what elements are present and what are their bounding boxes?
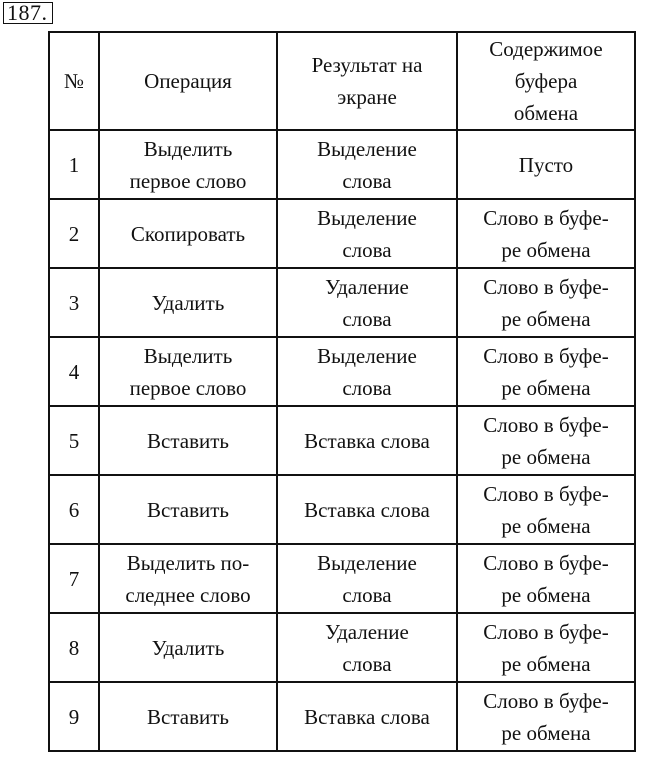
- result-cell: [277, 406, 457, 475]
- table-row: [49, 268, 635, 337]
- table-row: [49, 682, 635, 751]
- header-buffer: [457, 32, 635, 130]
- header-result-label: Результат на экране: [311, 53, 423, 109]
- buffer-cell-text: Слово в буфе- ре обмена: [483, 481, 609, 538]
- table-row: [49, 544, 635, 613]
- result-cell-text: Вставка слова: [304, 704, 430, 729]
- header-number-label: №: [63, 69, 85, 93]
- result-cell-text: Удаление слова: [325, 274, 409, 331]
- header-row: [49, 32, 635, 130]
- table-row: [49, 130, 635, 199]
- buffer-cell: [457, 613, 635, 682]
- header-result: [277, 32, 457, 130]
- row-number-cell-text: 1: [68, 152, 80, 177]
- operation-cell: [99, 613, 277, 682]
- row-number-cell-text: 5: [68, 428, 80, 453]
- header-operation-label: Операция: [144, 69, 232, 93]
- result-cell-text: Выделение слова: [317, 205, 417, 262]
- result-cell: [277, 199, 457, 268]
- table-row: [49, 199, 635, 268]
- operation-cell-text: Вставить: [147, 428, 229, 453]
- result-cell-text: Удаление слова: [325, 619, 409, 676]
- buffer-cell-text: Слово в буфе- ре обмена: [483, 343, 609, 400]
- row-number-cell: [49, 544, 99, 613]
- row-number-cell-text: 8: [68, 635, 80, 660]
- table-row: [49, 337, 635, 406]
- operation-cell: [99, 130, 277, 199]
- buffer-cell: [457, 130, 635, 199]
- result-cell: [277, 268, 457, 337]
- result-cell: [277, 130, 457, 199]
- buffer-cell-text: Пусто: [518, 152, 574, 177]
- table-row: [49, 613, 635, 682]
- row-number-cell-text: 4: [68, 359, 80, 384]
- result-cell-text: Выделение слова: [317, 343, 417, 400]
- result-cell: [277, 475, 457, 544]
- result-cell-text: Выделение слова: [317, 136, 417, 193]
- buffer-cell-text: Слово в буфе- ре обмена: [483, 274, 609, 331]
- operations-table: [48, 31, 636, 752]
- row-number-cell: [49, 199, 99, 268]
- operation-cell-text: Выделить по- следнее слово: [125, 550, 251, 607]
- header-operation: [99, 32, 277, 130]
- buffer-cell-text: Слово в буфе- ре обмена: [483, 412, 609, 469]
- row-number-cell: [49, 130, 99, 199]
- task-number: 187.: [3, 2, 53, 24]
- result-cell-text: Вставка слова: [304, 497, 430, 522]
- buffer-cell: [457, 406, 635, 475]
- result-cell-text: Вставка слова: [304, 428, 430, 453]
- operation-cell: [99, 544, 277, 613]
- result-cell-text: Выделение слова: [317, 550, 417, 607]
- operation-cell-text: Удалить: [151, 290, 225, 315]
- operation-cell-text: Выделить первое слово: [129, 343, 247, 400]
- operation-cell: [99, 406, 277, 475]
- operation-cell-text: Вставить: [147, 497, 229, 522]
- result-cell: [277, 544, 457, 613]
- table-body: [49, 130, 635, 751]
- result-cell: [277, 613, 457, 682]
- header-number: [49, 32, 99, 130]
- row-number-cell-text: 2: [68, 221, 80, 246]
- buffer-cell: [457, 337, 635, 406]
- row-number-cell: [49, 268, 99, 337]
- row-number-cell: [49, 475, 99, 544]
- result-cell: [277, 337, 457, 406]
- row-number-cell: [49, 613, 99, 682]
- row-number-cell: [49, 682, 99, 751]
- row-number-cell-text: 9: [68, 704, 80, 729]
- buffer-cell-text: Слово в буфе- ре обмена: [483, 688, 609, 745]
- row-number-cell-text: 6: [68, 497, 80, 522]
- row-number-cell-text: 7: [68, 566, 80, 591]
- buffer-cell: [457, 268, 635, 337]
- buffer-cell-text: Слово в буфе- ре обмена: [483, 550, 609, 607]
- buffer-cell: [457, 544, 635, 613]
- operation-cell: [99, 337, 277, 406]
- row-number-cell-text: 3: [68, 290, 80, 315]
- operation-cell: [99, 475, 277, 544]
- table-row: [49, 406, 635, 475]
- operation-cell: [99, 199, 277, 268]
- buffer-cell: [457, 199, 635, 268]
- operation-cell-text: Удалить: [151, 635, 225, 660]
- operation-cell-text: Выделить первое слово: [129, 136, 247, 193]
- buffer-cell: [457, 475, 635, 544]
- table-header: [49, 32, 635, 130]
- operation-cell-text: Вставить: [147, 704, 229, 729]
- buffer-cell: [457, 682, 635, 751]
- operation-cell-text: Скопировать: [130, 221, 246, 246]
- operation-cell: [99, 682, 277, 751]
- buffer-cell-text: Слово в буфе- ре обмена: [483, 619, 609, 676]
- buffer-cell-text: Слово в буфе- ре обмена: [483, 205, 609, 262]
- operation-cell: [99, 268, 277, 337]
- header-buffer-label: Содержимое буфера обмена: [489, 37, 603, 125]
- result-cell: [277, 682, 457, 751]
- row-number-cell: [49, 337, 99, 406]
- table-row: [49, 475, 635, 544]
- row-number-cell: [49, 406, 99, 475]
